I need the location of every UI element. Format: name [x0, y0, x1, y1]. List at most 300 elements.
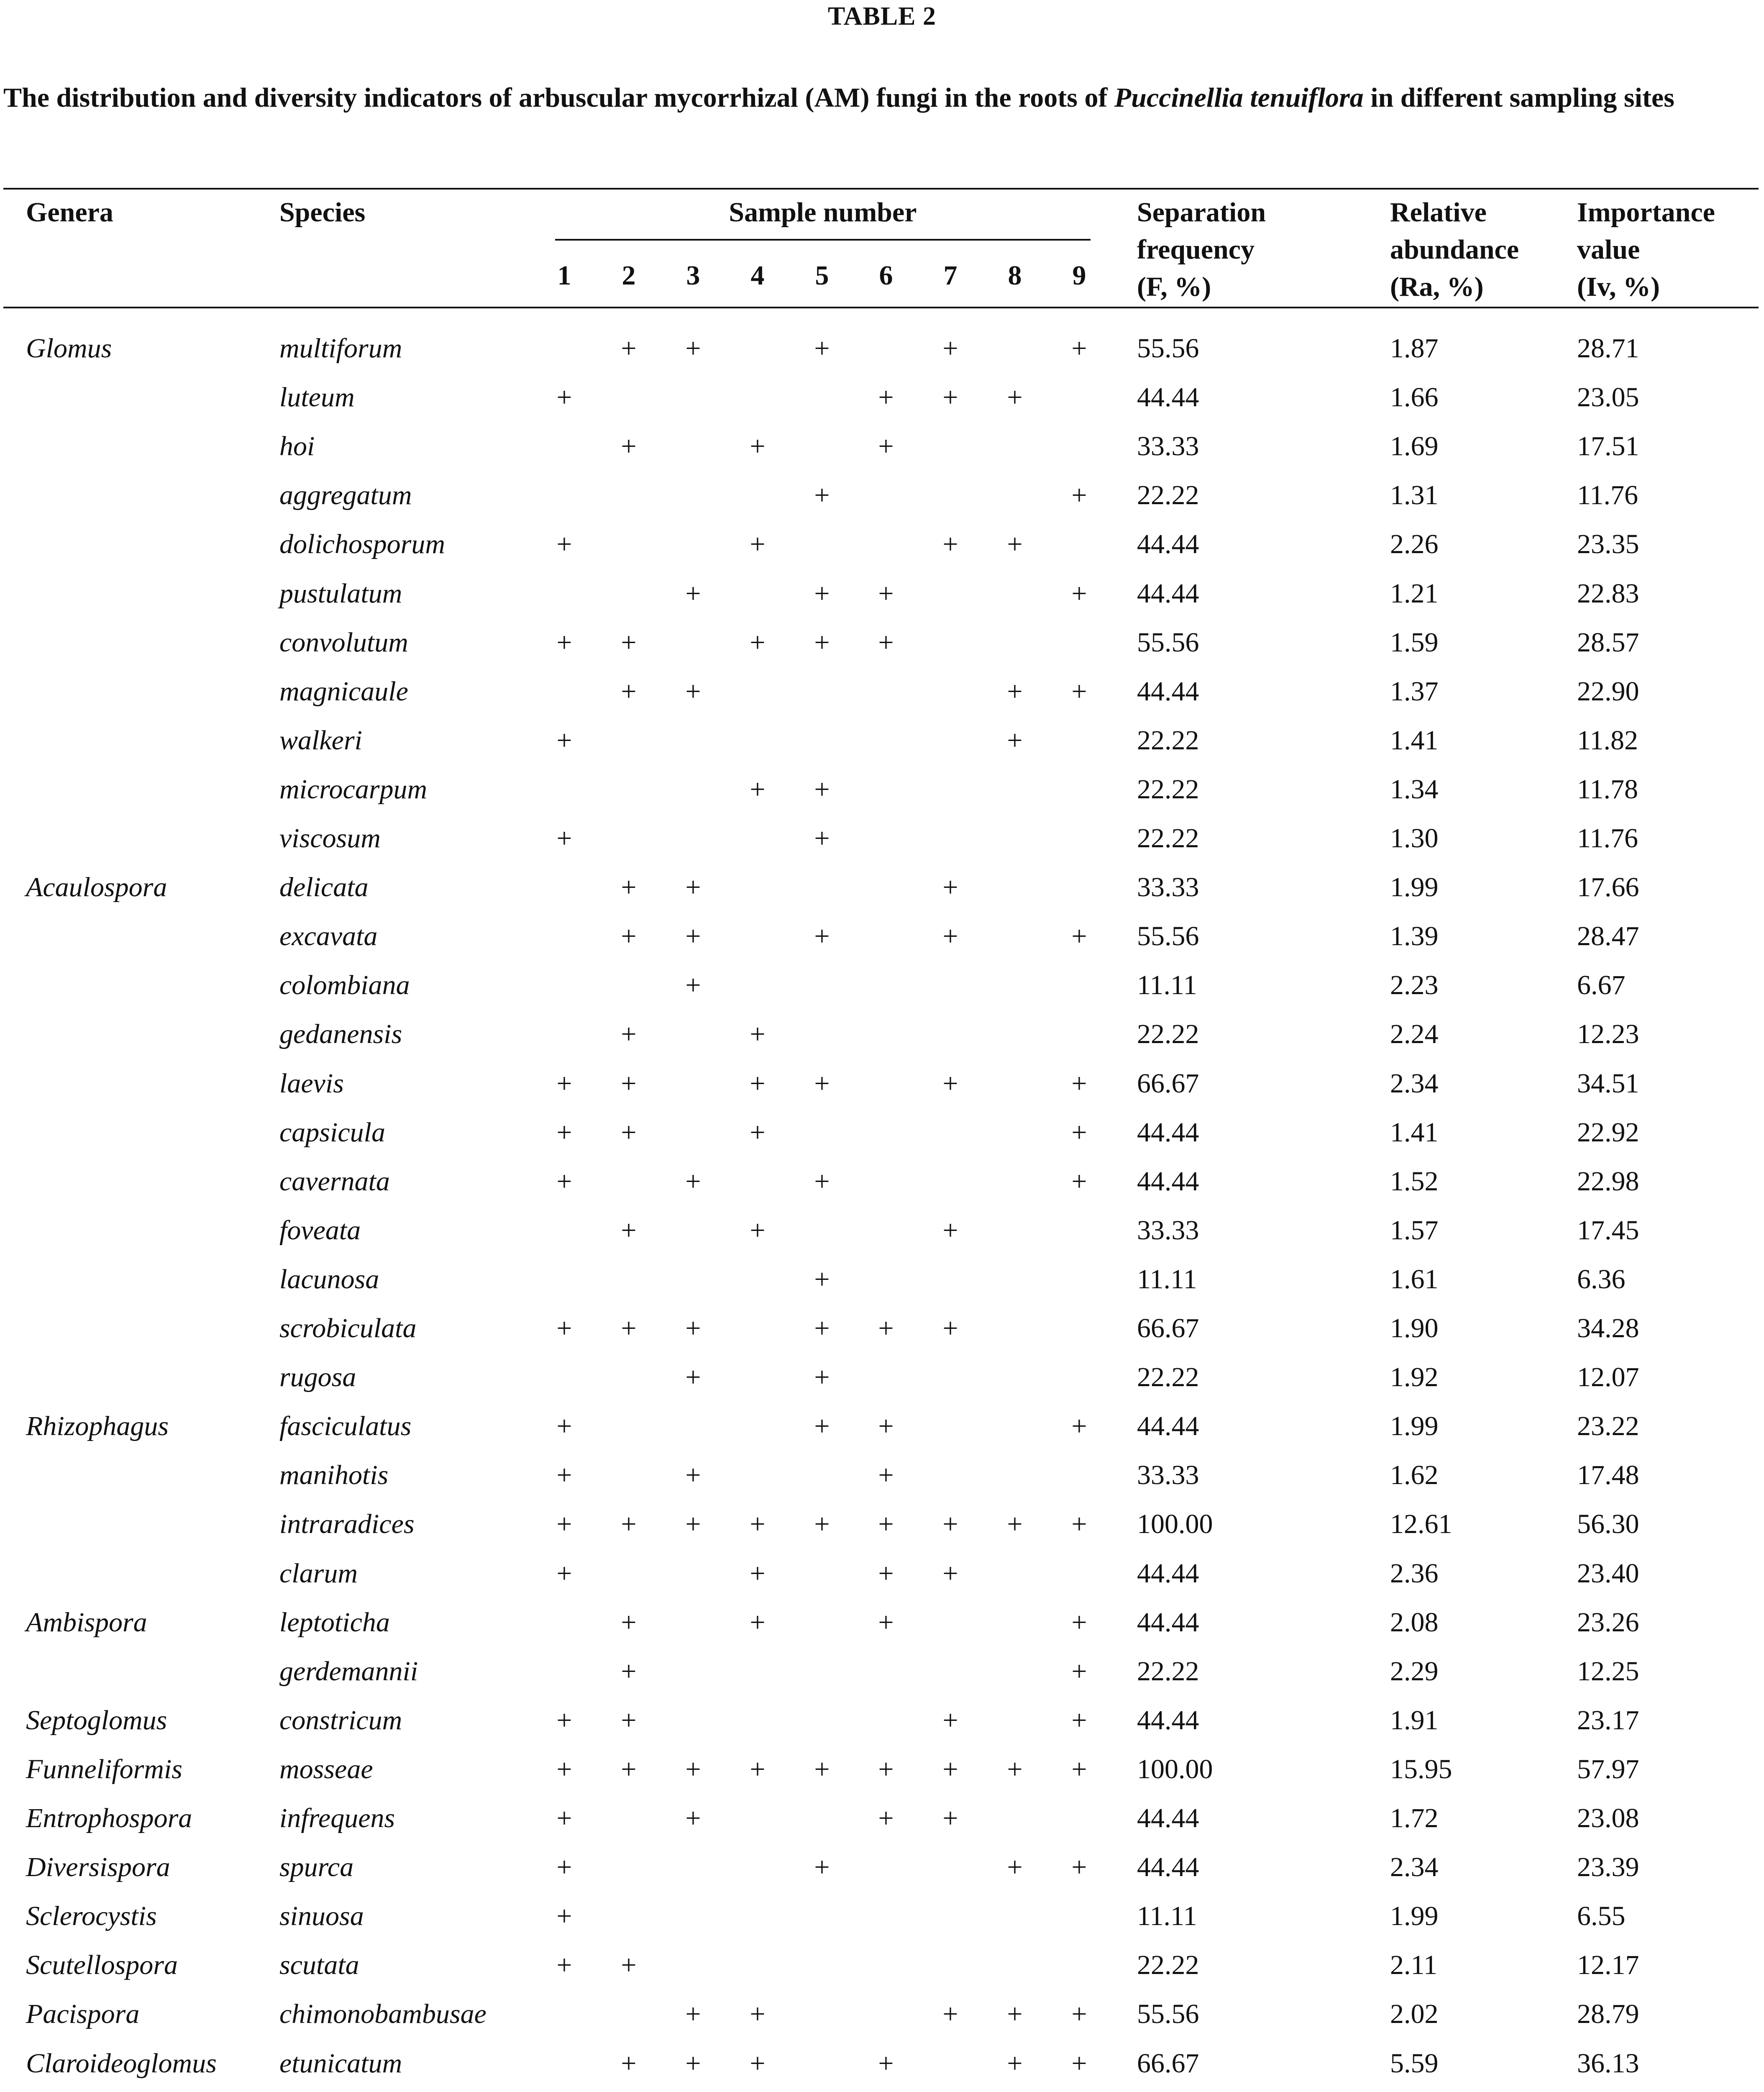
relative-abundance-cell: 1.99	[1390, 872, 1439, 902]
presence-mark	[741, 1843, 774, 1892]
presence-mark	[1062, 814, 1096, 863]
table-row	[0, 2088, 1764, 2092]
presence-mark	[805, 2039, 839, 2088]
presence-mark	[1062, 1353, 1096, 1402]
presence-mark	[676, 1402, 710, 1451]
presence-mark: +	[556, 1411, 572, 1441]
presence-mark	[548, 471, 581, 520]
presence-mark	[805, 1206, 839, 1255]
presence-mark: +	[1007, 382, 1023, 413]
presence-mark: +	[1071, 1754, 1087, 1784]
presence-mark	[869, 1108, 903, 1157]
table-row	[0, 1647, 1764, 1696]
table-row	[0, 1010, 1764, 1059]
separation-frequency-cell: 44.44	[1137, 1411, 1199, 1441]
separation-frequency-cell: 44.44	[1137, 382, 1199, 413]
presence-mark: +	[750, 1754, 766, 1784]
presence-mark	[869, 814, 903, 863]
presence-mark	[998, 618, 1032, 667]
presence-mark: +	[942, 921, 958, 951]
presence-mark: +	[556, 529, 572, 559]
importance-value-cell: 11.78	[1577, 774, 1639, 805]
presence-mark: +	[685, 676, 701, 707]
table-row	[0, 1745, 1764, 1794]
importance-value-cell: 28.79	[1577, 1999, 1639, 2029]
presence-mark	[548, 961, 581, 1010]
presence-mark	[612, 1989, 645, 2038]
species-cell: intraradices	[279, 1509, 415, 1539]
importance-value-cell: 22.83	[1577, 578, 1639, 609]
presence-mark	[676, 422, 710, 471]
presence-mark	[741, 1157, 774, 1206]
presence-mark	[869, 1010, 903, 1059]
presence-mark	[869, 520, 903, 569]
presence-mark: +	[942, 872, 958, 902]
relative-abundance-cell: 2.26	[1390, 529, 1439, 559]
genus-cell: Sclerocystis	[26, 1901, 157, 1931]
separation-frequency-cell: 66.67	[1137, 1313, 1199, 1343]
presence-mark: +	[1007, 1509, 1023, 1539]
table-row	[0, 520, 1764, 569]
presence-mark	[1062, 1549, 1096, 1598]
species-cell: colombiana	[279, 970, 410, 1000]
presence-mark	[869, 1353, 903, 1402]
presence-mark: +	[814, 1754, 830, 1784]
presence-mark	[676, 373, 710, 422]
presence-mark: +	[685, 970, 701, 1000]
presence-mark	[998, 324, 1032, 373]
presence-mark	[869, 1843, 903, 1892]
importance-value-cell: 23.22	[1577, 1411, 1639, 1441]
presence-mark	[1062, 422, 1096, 471]
presence-mark	[998, 1255, 1032, 1304]
presence-mark	[998, 912, 1032, 961]
presence-mark: +	[1071, 1411, 1087, 1441]
presence-mark: +	[685, 1999, 701, 2029]
species-cell: cavernata	[279, 1166, 390, 1197]
presence-mark: +	[814, 1166, 830, 1197]
relative-abundance-cell: 1.99	[1390, 1901, 1439, 1931]
presence-mark: +	[1007, 1754, 1023, 1784]
species-cell: walkeri	[279, 725, 362, 756]
relative-abundance-cell: 2.23	[1390, 970, 1439, 1000]
relative-abundance-cell: 1.91	[1390, 1705, 1439, 1736]
presence-mark	[998, 1108, 1032, 1157]
species-cell: sinuosa	[279, 1901, 364, 1931]
presence-mark: +	[814, 1313, 830, 1343]
table-row	[0, 1696, 1764, 1745]
presence-mark	[869, 1206, 903, 1255]
separation-frequency-cell: 11.11	[1137, 1901, 1197, 1931]
header-bottom-rule	[3, 307, 1759, 308]
presence-mark	[612, 1255, 645, 1304]
presence-mark	[934, 1255, 967, 1304]
presence-mark: +	[1071, 1117, 1087, 1148]
species-cell: viscosum	[279, 823, 381, 854]
relative-abundance-cell: 1.41	[1390, 1117, 1439, 1148]
species-cell: excavata	[279, 921, 378, 951]
separation-frequency-cell: 33.33	[1137, 1460, 1199, 1490]
presence-mark: +	[621, 872, 637, 902]
separation-frequency-cell: 11.11	[1137, 970, 1197, 1000]
presence-mark: +	[556, 1754, 572, 1784]
genus-cell	[26, 2088, 139, 2092]
table-row	[0, 765, 1764, 814]
importance-value-cell: 34.28	[1577, 1313, 1639, 1343]
species-cell: multiforum	[279, 333, 402, 364]
presence-mark: +	[814, 480, 830, 510]
presence-mark	[998, 1451, 1032, 1500]
presence-mark	[741, 1451, 774, 1500]
presence-mark: +	[878, 1607, 894, 1638]
separation-frequency-cell: 44.44	[1137, 676, 1199, 707]
table-top-rule	[3, 188, 1759, 190]
importance-value-cell: 6.36	[1577, 1264, 1626, 1295]
presence-mark	[869, 1892, 903, 1941]
caption-species: Puccinellia tenuiflora	[1114, 82, 1364, 113]
separation-frequency-cell: 44.44	[1137, 578, 1199, 609]
species-cell: dolichosporum	[279, 529, 445, 559]
relative-abundance-cell: 1.99	[1390, 1411, 1439, 1441]
species-cell: spurca	[279, 1852, 354, 1882]
presence-mark	[805, 716, 839, 765]
presence-mark	[998, 1010, 1032, 1059]
presence-mark	[1062, 961, 1096, 1010]
presence-mark	[612, 2088, 645, 2092]
presence-mark: +	[814, 627, 830, 658]
species-cell: foveata	[279, 1215, 361, 1246]
relative-abundance-cell: 1.92	[1390, 1362, 1439, 1392]
presence-mark	[1062, 1892, 1096, 1941]
presence-mark: +	[814, 1852, 830, 1882]
presence-mark: +	[814, 1509, 830, 1539]
table-row	[0, 1598, 1764, 1647]
presence-mark	[998, 1794, 1032, 1843]
table-row	[0, 471, 1764, 520]
presence-mark	[998, 1941, 1032, 1989]
presence-mark	[998, 471, 1032, 520]
relative-abundance-cell: 1.21	[1390, 578, 1439, 609]
presence-mark	[741, 2088, 774, 2092]
separation-frequency-cell: 44.44	[1137, 1607, 1199, 1638]
separation-frequency-cell: 22.22	[1137, 725, 1199, 756]
sample-header: 8	[1008, 260, 1022, 291]
presence-mark	[548, 324, 581, 373]
header-line: value	[1577, 234, 1640, 265]
relative-abundance-cell: 1.31	[1390, 480, 1439, 510]
presence-mark: +	[814, 774, 830, 805]
presence-mark: +	[1071, 1705, 1087, 1736]
presence-mark: +	[750, 1607, 766, 1638]
presence-mark	[934, 961, 967, 1010]
genus-cell: Scutellospora	[26, 1950, 178, 1980]
presence-mark	[676, 1843, 710, 1892]
species-cell: capsicula	[279, 1117, 385, 1148]
presence-mark	[741, 1892, 774, 1941]
presence-mark	[869, 1059, 903, 1108]
presence-mark	[676, 1892, 710, 1941]
presence-mark	[676, 765, 710, 814]
presence-mark	[805, 1892, 839, 1941]
presence-mark	[934, 1451, 967, 1500]
presence-mark	[805, 520, 839, 569]
relative-abundance-cell: 2.24	[1390, 1019, 1439, 1049]
sample-header: 3	[686, 260, 700, 291]
presence-mark	[676, 1108, 710, 1157]
table-row	[0, 324, 1764, 373]
species-cell	[279, 2088, 378, 2092]
presence-mark	[676, 1549, 710, 1598]
presence-mark: +	[621, 1607, 637, 1638]
presence-mark: +	[621, 921, 637, 951]
presence-mark: +	[942, 1313, 958, 1343]
presence-mark	[548, 1010, 581, 1059]
presence-mark	[676, 618, 710, 667]
genus-cell: Ambispora	[26, 1607, 147, 1638]
presence-mark	[741, 1696, 774, 1745]
presence-mark	[612, 1402, 645, 1451]
presence-mark	[934, 422, 967, 471]
presence-mark	[934, 814, 967, 863]
relative-abundance-cell: 1.61	[1390, 1264, 1439, 1295]
presence-mark: +	[621, 1019, 637, 1049]
importance-value-cell: 11.82	[1577, 725, 1639, 756]
presence-mark	[1062, 1206, 1096, 1255]
presence-mark: +	[1071, 480, 1087, 510]
presence-mark	[805, 1794, 839, 1843]
presence-mark	[998, 1647, 1032, 1696]
presence-mark	[1062, 765, 1096, 814]
importance-value-cell: 23.08	[1577, 1803, 1639, 1833]
importance-value-cell: 17.45	[1577, 1215, 1639, 1246]
table-row	[0, 1206, 1764, 1255]
relative-abundance-cell: 1.62	[1390, 1460, 1439, 1490]
relative-abundance-cell: 1.39	[1390, 921, 1439, 951]
presence-mark	[934, 569, 967, 618]
separation-frequency-cell: 44.44	[1137, 1852, 1199, 1882]
presence-mark	[676, 471, 710, 520]
presence-mark: +	[556, 1313, 572, 1343]
importance-value-cell: 28.47	[1577, 921, 1639, 951]
species-cell: rugosa	[279, 1362, 356, 1392]
relative-abundance-cell: 2.34	[1390, 1852, 1439, 1882]
presence-mark	[548, 1647, 581, 1696]
species-cell: manihotis	[279, 1460, 389, 1490]
presence-mark	[805, 422, 839, 471]
presence-mark	[741, 324, 774, 373]
sample-number-rule	[555, 239, 1091, 241]
presence-mark: +	[1071, 333, 1087, 364]
presence-mark: +	[556, 1166, 572, 1197]
header-line: Relative	[1390, 197, 1487, 228]
presence-mark: +	[878, 578, 894, 609]
importance-value-cell: 56.30	[1577, 1509, 1639, 1539]
relative-abundance-cell: 1.87	[1390, 333, 1439, 364]
header-sample-number: Sample number	[729, 197, 917, 228]
presence-mark	[676, 1059, 710, 1108]
relative-abundance-cell: 2.34	[1390, 1068, 1439, 1099]
importance-value-cell: 22.98	[1577, 1166, 1639, 1197]
presence-mark	[869, 863, 903, 912]
presence-mark	[869, 1157, 903, 1206]
header-relative-abundance	[1390, 194, 1519, 305]
relative-abundance-cell: 1.72	[1390, 1803, 1439, 1833]
species-cell: scutata	[279, 1950, 359, 1980]
presence-mark: +	[621, 1656, 637, 1687]
presence-mark: +	[685, 2048, 701, 2079]
importance-value-cell: 28.57	[1577, 627, 1639, 658]
presence-mark	[1062, 863, 1096, 912]
presence-mark	[805, 1549, 839, 1598]
presence-mark: +	[750, 431, 766, 461]
relative-abundance-cell: 15.95	[1390, 1754, 1452, 1784]
species-cell: clarum	[279, 1558, 358, 1589]
presence-mark	[676, 520, 710, 569]
importance-value-cell: 22.92	[1577, 1117, 1639, 1148]
table-row	[0, 1989, 1764, 2038]
presence-mark	[1062, 1794, 1096, 1843]
separation-frequency-cell: 22.22	[1137, 1362, 1199, 1392]
species-cell: leptoticha	[279, 1607, 390, 1638]
species-cell: gerdemannii	[279, 1656, 418, 1687]
separation-frequency-cell: 22.22	[1137, 480, 1199, 510]
presence-mark	[805, 1647, 839, 1696]
table-row	[0, 716, 1764, 765]
presence-mark: +	[556, 823, 572, 854]
presence-mark	[741, 912, 774, 961]
presence-mark	[998, 1353, 1032, 1402]
presence-mark: +	[556, 1509, 572, 1539]
presence-mark: +	[556, 1068, 572, 1099]
header-line: abundance	[1390, 234, 1519, 265]
relative-abundance-cell: 1.90	[1390, 1313, 1439, 1343]
presence-mark	[1062, 1304, 1096, 1353]
presence-mark	[869, 1255, 903, 1304]
relative-abundance-cell: 2.36	[1390, 1558, 1439, 1589]
presence-mark: +	[621, 1950, 637, 1980]
separation-frequency-cell	[1137, 2088, 1199, 2092]
importance-value-cell: 12.17	[1577, 1950, 1639, 1980]
presence-mark	[998, 1059, 1032, 1108]
presence-mark	[869, 1941, 903, 1989]
separation-frequency-cell: 22.22	[1137, 1656, 1199, 1687]
genus-cell: Diversispora	[26, 1852, 170, 1882]
presence-mark: +	[942, 1754, 958, 1784]
relative-abundance-cell: 12.61	[1390, 1509, 1452, 1539]
presence-mark: +	[685, 333, 701, 364]
presence-mark: +	[621, 1509, 637, 1539]
separation-frequency-cell: 66.67	[1137, 1068, 1199, 1099]
presence-mark: +	[942, 333, 958, 364]
species-cell: laevis	[279, 1068, 344, 1099]
separation-frequency-cell: 44.44	[1137, 1803, 1199, 1833]
presence-mark: +	[685, 921, 701, 951]
presence-mark	[869, 471, 903, 520]
importance-value-cell	[1577, 2088, 1638, 2092]
presence-mark: +	[750, 1068, 766, 1099]
presence-mark	[741, 1255, 774, 1304]
importance-value-cell: 23.40	[1577, 1558, 1639, 1589]
presence-mark	[934, 1941, 967, 1989]
presence-mark	[741, 1794, 774, 1843]
separation-frequency-cell: 55.56	[1137, 921, 1199, 951]
presence-mark	[934, 1892, 967, 1941]
importance-value-cell: 11.76	[1577, 480, 1639, 510]
presence-mark: +	[750, 774, 766, 805]
presence-mark	[612, 1794, 645, 1843]
header-genera: Genera	[26, 197, 113, 228]
presence-mark	[805, 373, 839, 422]
table-row	[0, 863, 1764, 912]
sample-header: 9	[1072, 260, 1086, 291]
presence-mark	[869, 667, 903, 716]
presence-mark	[612, 1157, 645, 1206]
importance-value-cell: 23.35	[1577, 529, 1639, 559]
table-row	[0, 814, 1764, 863]
table-row	[0, 667, 1764, 716]
species-cell: gedanensis	[279, 1019, 402, 1049]
importance-value-cell: 12.25	[1577, 1656, 1639, 1687]
presence-mark	[998, 1402, 1032, 1451]
presence-mark: +	[750, 529, 766, 559]
presence-mark	[869, 765, 903, 814]
relative-abundance-cell: 2.11	[1390, 1950, 1438, 1980]
header-line: frequency	[1137, 234, 1255, 265]
header-importance-value	[1577, 194, 1715, 305]
presence-mark: +	[1071, 676, 1087, 707]
presence-mark: +	[1071, 1068, 1087, 1099]
table-row	[0, 422, 1764, 471]
presence-mark: +	[556, 1705, 572, 1736]
species-cell: scrobiculata	[279, 1313, 417, 1343]
presence-mark	[741, 716, 774, 765]
presence-mark: +	[878, 1558, 894, 1589]
presence-mark	[676, 1206, 710, 1255]
presence-mark	[998, 1598, 1032, 1647]
presence-mark	[869, 961, 903, 1010]
presence-mark: +	[814, 1411, 830, 1441]
presence-mark: +	[878, 1313, 894, 1343]
presence-mark	[998, 961, 1032, 1010]
presence-mark	[612, 716, 645, 765]
importance-value-cell: 28.71	[1577, 333, 1639, 364]
presence-mark	[998, 765, 1032, 814]
presence-mark: +	[814, 1362, 830, 1392]
presence-mark	[805, 1108, 839, 1157]
presence-mark: +	[814, 1264, 830, 1295]
importance-value-cell: 17.66	[1577, 872, 1639, 902]
relative-abundance-cell: 2.02	[1390, 1999, 1439, 2029]
presence-mark	[1062, 520, 1096, 569]
presence-mark	[612, 814, 645, 863]
presence-mark: +	[814, 1068, 830, 1099]
separation-frequency-cell: 11.11	[1137, 1264, 1197, 1295]
presence-mark	[934, 716, 967, 765]
presence-mark	[934, 765, 967, 814]
species-cell: microcarpum	[279, 774, 428, 805]
presence-mark: +	[942, 1558, 958, 1589]
presence-mark	[869, 1989, 903, 2038]
table-row	[0, 373, 1764, 422]
presence-mark	[934, 471, 967, 520]
presence-mark: +	[556, 1117, 572, 1148]
separation-frequency-cell: 55.56	[1137, 333, 1199, 364]
table-row	[0, 961, 1764, 1010]
presence-mark: +	[1007, 1999, 1023, 2029]
separation-frequency-cell: 44.44	[1137, 1117, 1199, 1148]
presence-mark: +	[1071, 1656, 1087, 1687]
presence-mark	[805, 2088, 839, 2092]
